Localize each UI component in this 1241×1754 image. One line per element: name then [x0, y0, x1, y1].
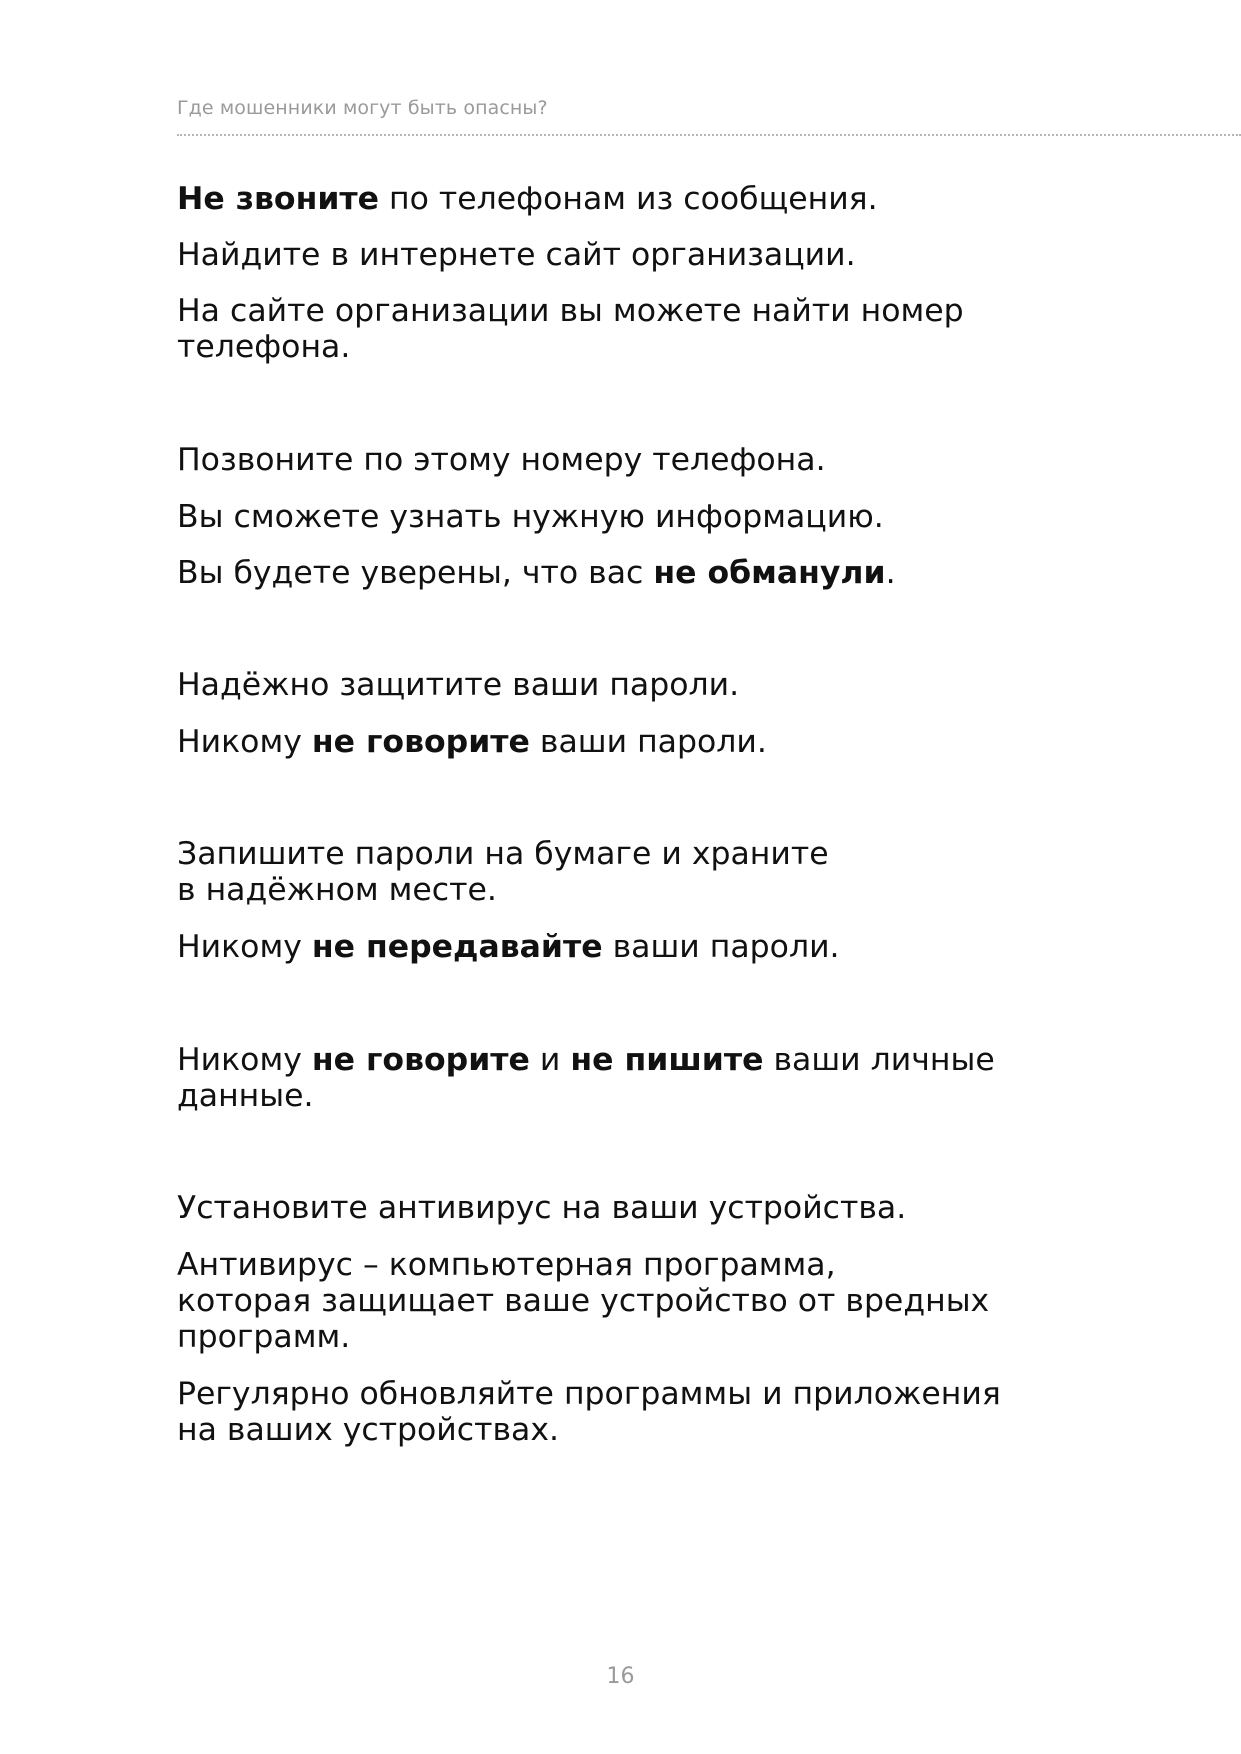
emphasis: не говорите [311, 724, 530, 760]
text-line: Запишите пароли на бумаге и храните [177, 836, 829, 872]
text-line: Установите антивирус на ваши устройства. [177, 1190, 907, 1226]
text-line: в надёжном месте. [177, 872, 497, 908]
text-line: которая защищает ваше устройство от вредных [177, 1283, 990, 1319]
emphasis: не говорите [311, 1042, 530, 1078]
text-line: программ. [177, 1319, 351, 1355]
page-number: 16 [606, 1664, 635, 1689]
text-line: На сайте организации вы можете найти номер [177, 293, 964, 329]
text-line: Не звоните по телефонам из сообщения. [177, 181, 878, 217]
text-line: телефона. [177, 329, 351, 365]
header-divider [177, 134, 1241, 136]
text-line: Надёжно защитите ваши пароли. [177, 667, 740, 703]
emphasis: не передавайте [311, 929, 603, 965]
text-line: данные. [177, 1078, 314, 1114]
text-line: Никому не передавайте ваши пароли. [177, 929, 840, 965]
text-line: Никому не говорите и не пишите ваши личные [177, 1042, 995, 1078]
emphasis: Не звоните [177, 181, 380, 217]
running-header: Где мошенники могут быть опасны? [177, 97, 548, 119]
text-line: Позвоните по этому номеру телефона. [177, 442, 826, 478]
text-line: Вы будете уверены, что вас не обманули. [177, 555, 896, 591]
text-line: Антивирус – компьютерная программа, [177, 1247, 836, 1283]
text-line: на ваших устройствах. [177, 1412, 559, 1448]
text-line: Вы сможете узнать нужную информацию. [177, 499, 884, 535]
emphasis: не пишите [570, 1042, 764, 1078]
text-line: Регулярно обновляйте программы и приложения [177, 1376, 1001, 1412]
text-line: Найдите в интернете сайт организации. [177, 237, 856, 273]
emphasis: не обманули [653, 555, 886, 591]
text-line: Никому не говорите ваши пароли. [177, 724, 767, 760]
